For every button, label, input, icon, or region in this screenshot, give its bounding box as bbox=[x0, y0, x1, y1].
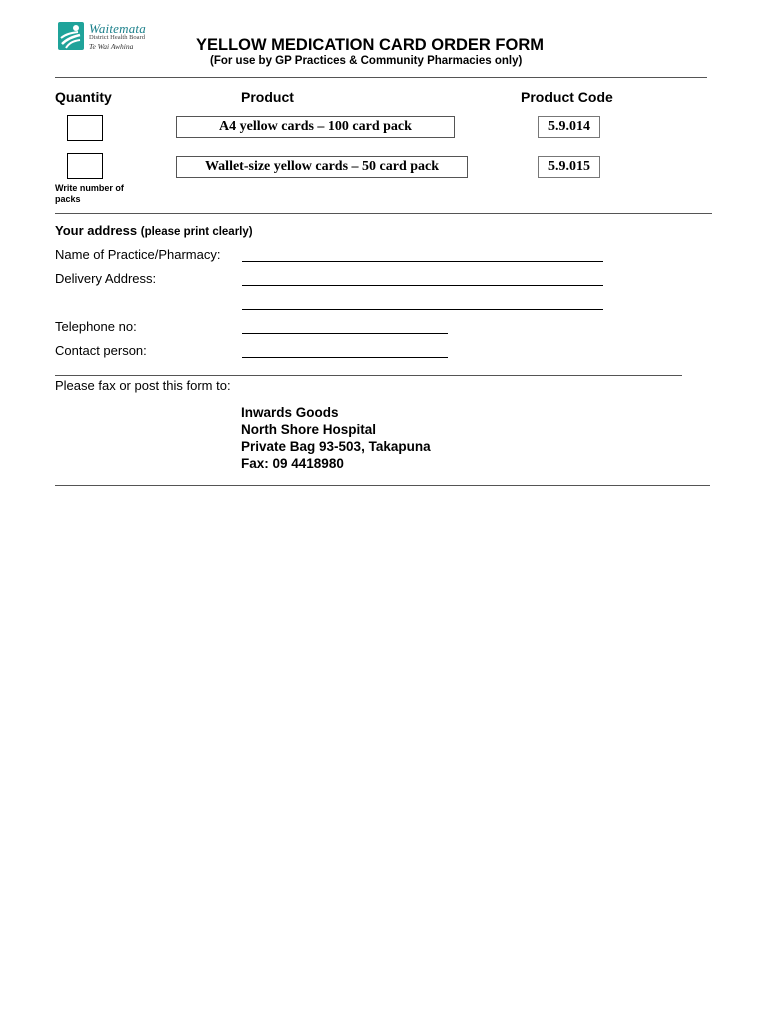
address-divider bbox=[55, 375, 682, 376]
logo-name: Waitemata bbox=[89, 21, 146, 36]
address-heading-text: Your address bbox=[55, 223, 138, 238]
telephone-label: Telephone no: bbox=[55, 319, 137, 334]
contact-person-field[interactable] bbox=[242, 357, 448, 358]
quantity-hint: Write number of packs bbox=[55, 183, 124, 204]
quantity-column-header: Quantity bbox=[55, 89, 112, 105]
logo-maori-name: Te Wai Awhina bbox=[89, 42, 134, 51]
table-divider bbox=[55, 213, 712, 214]
contact-person-label: Contact person: bbox=[55, 343, 147, 358]
delivery-address-field-line2[interactable] bbox=[242, 309, 603, 310]
footer-divider bbox=[55, 485, 710, 486]
address-heading-note: (please print clearly) bbox=[140, 226, 253, 238]
mailing-line-2: North Shore Hospital bbox=[241, 422, 377, 437]
quantity-input-a4[interactable] bbox=[67, 115, 103, 141]
delivery-address-label: Delivery Address: bbox=[55, 271, 157, 286]
mailing-instruction: Please fax or post this form to: bbox=[55, 378, 231, 393]
product-wallet-cards: Wallet-size yellow cards – 50 card pack bbox=[176, 156, 468, 178]
header-divider bbox=[55, 77, 707, 78]
form-title: YELLOW MEDICATION CARD ORDER FORM bbox=[196, 36, 545, 54]
product-code-wallet: 5.9.015 bbox=[538, 156, 600, 178]
logo-subtitle: District Health Board bbox=[89, 34, 145, 41]
practice-name-label: Name of Practice/Pharmacy: bbox=[55, 247, 221, 262]
product-code-column-header: Product Code bbox=[521, 89, 613, 105]
practice-name-field[interactable] bbox=[242, 261, 603, 262]
mailing-line-3: Private Bag 93-503, Takapuna bbox=[241, 439, 431, 454]
mailing-fax: Fax: 09 4418980 bbox=[241, 456, 344, 471]
product-code-a4: 5.9.014 bbox=[538, 116, 600, 138]
product-column-header: Product bbox=[241, 89, 294, 105]
waitemata-logo-icon bbox=[58, 22, 84, 50]
product-a4-cards: A4 yellow cards – 100 card pack bbox=[176, 116, 455, 138]
form-subtitle: (For use by GP Practices & Community Pharmacies only) bbox=[210, 55, 523, 67]
telephone-field[interactable] bbox=[242, 333, 448, 334]
address-heading bbox=[55, 223, 253, 238]
delivery-address-field-line1[interactable] bbox=[242, 285, 603, 286]
quantity-input-wallet[interactable] bbox=[67, 153, 103, 179]
mailing-line-1: Inwards Goods bbox=[241, 405, 339, 420]
